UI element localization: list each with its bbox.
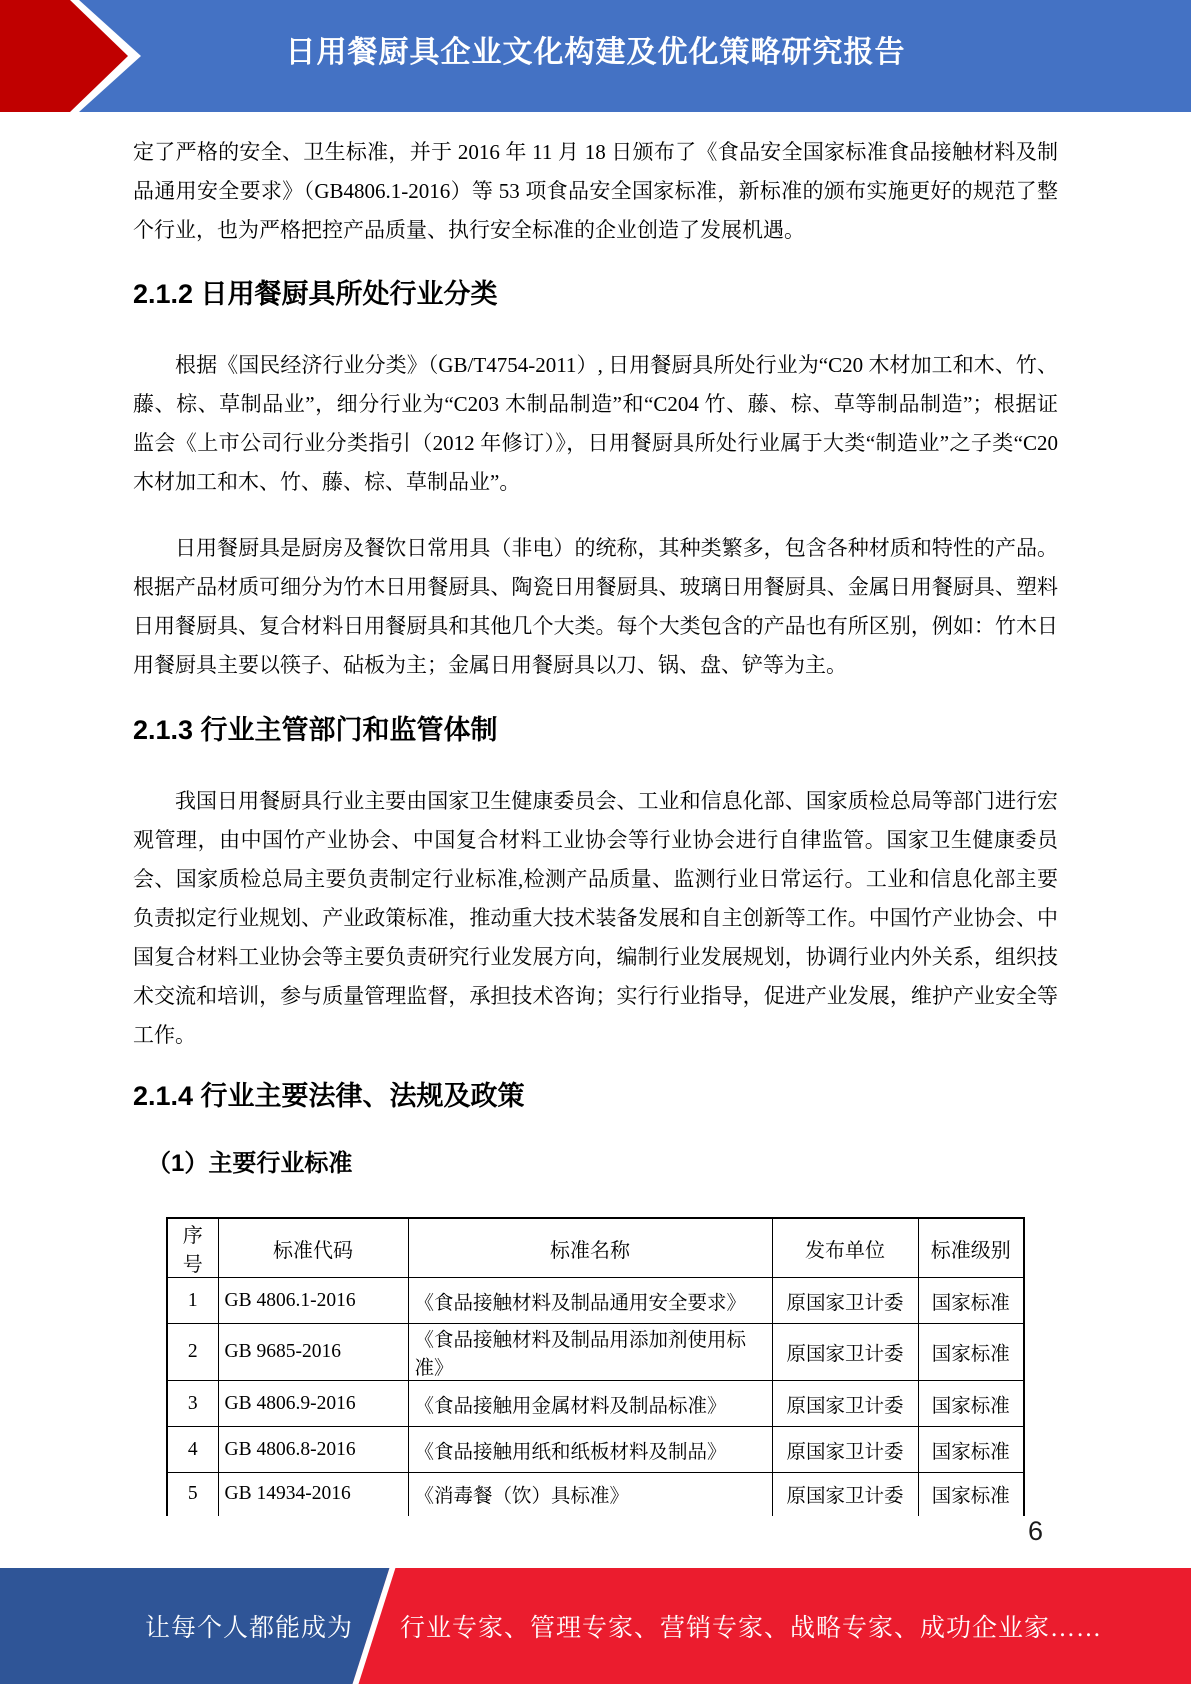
header-banner <box>0 0 1191 112</box>
footer-slogan-right: 行业专家、管理专家、营销专家、战略专家、成功企业家…… <box>400 1615 1103 1642</box>
subheading-industry-standards: （1）主要行业标准 <box>147 1150 353 1177</box>
cell-level: 国家标准 <box>918 1427 1024 1473</box>
cell-name: 《食品接触材料及制品通用安全要求》 <box>408 1278 772 1324</box>
cell-name: 《食品接触用纸和纸板材料及制品》 <box>408 1427 772 1473</box>
cell-issuer: 原国家卫计委 <box>772 1427 918 1473</box>
report-title: 日用餐厨具企业文化构建及优化策略研究报告 <box>285 36 906 69</box>
page-number: 6 <box>1027 1516 1043 1546</box>
cell-level: 国家标准 <box>918 1278 1024 1324</box>
cell-code: GB 4806.9-2016 <box>218 1381 408 1427</box>
document-body <box>0 112 1191 1516</box>
paragraph-intro: 定了严格的安全、卫生标准，并于 2016 年 11 月 18 日颁布了《食品安全国家标准食品接触材料及制品通用安全要求》（GB4806.1-2016）等 53 项食品安全国家标准，新标准的颁布实施更好的规范了整个行业，也为严格把控产品质量、执行安全标准的企业创造了发展机遇。 <box>133 140 1058 242</box>
paragraph-industry-classification: 根据《国民经济行业分类》（GB/T4754-2011）, 日用餐厨具所处行业为“C20 木材加工和木、竹、藤、棕、草制品业”，细分行业为“C203 木制品制造”和“C204 竹、藤、棕、草等制品制造”；根据证监会《上市公司行业分类指引（2012 年修订）》，日用餐厨具所处行业属于大类“制造业”之子类“C20 木材加工和木、竹、藤、棕、草制品业”。 <box>133 353 1058 494</box>
section-heading-2-1-2: 2.1.2 日用餐厨具所处行业分类 <box>133 279 498 309</box>
cell-level: 国家标准 <box>918 1473 1024 1516</box>
column-header-issuer: 发布单位 <box>772 1218 918 1278</box>
cell-code: GB 14934-2016 <box>218 1473 408 1516</box>
table-row <box>167 1324 1024 1381</box>
cell-name: 《食品接触用金属材料及制品标准》 <box>408 1381 772 1427</box>
column-header-level: 标准级别 <box>918 1218 1024 1278</box>
cell-issuer: 原国家卫计委 <box>772 1324 918 1381</box>
table-row <box>167 1381 1024 1427</box>
paragraph-regulators: 我国日用餐厨具行业主要由国家卫生健康委员会、工业和信息化部、国家质检总局等部门进行宏观管理，由中国竹产业协会、中国复合材料工业协会等行业协会进行自律监管。国家卫生健康委员会、国家质检总局主要负责制定行业标准,检测产品质量、监测行业日常运行。工业和信息化部主要负责拟定行业规划、产业政策标准，推动重大技术装备发展和自主创新等工作。中国竹产业协会、中国复合材料工业协会等主要负责研究行业发展方向，编制行业发展规划，协调行业内外关系，组织技术交流和培训，参与质量管理监督，承担技术咨询；实行行业指导，促进产业发展，维护产业安全等工作。 <box>133 789 1058 1047</box>
section-heading-2-1-4: 2.1.4 行业主要法律、法规及政策 <box>133 1081 525 1111</box>
cell-seq: 1 <box>167 1278 218 1324</box>
column-header-seq: 序 号 <box>167 1218 218 1278</box>
paragraph-product-categories: 日用餐厨具是厨房及餐饮日常用具（非电）的统称，其种类繁多，包含各种材质和特性的产品。根据产品材质可细分为竹木日用餐厨具、陶瓷日用餐厨具、玻璃日用餐厨具、金属日用餐厨具、塑料日用餐厨具、复合材料日用餐厨具和其他几个大类。每个大类包含的产品也有所区别，例如：竹木日用餐厨具主要以筷子、砧板为主；金属日用餐厨具以刀、锅、盘、铲等为主。 <box>133 536 1058 677</box>
cell-code: GB 4806.8-2016 <box>218 1427 408 1473</box>
table-row <box>167 1427 1024 1473</box>
cell-code: GB 9685-2016 <box>218 1324 408 1381</box>
cell-issuer: 原国家卫计委 <box>772 1278 918 1324</box>
table-header-row <box>167 1218 1024 1278</box>
cell-seq: 5 <box>167 1473 218 1516</box>
column-header-code: 标准代码 <box>218 1218 408 1278</box>
table-row <box>167 1278 1024 1324</box>
cell-level: 国家标准 <box>918 1324 1024 1381</box>
cell-name: 《食品接触材料及制品用添加剂使用标准》 <box>408 1324 772 1381</box>
footer-slogan-left: 让每个人都能成为 <box>145 1615 354 1642</box>
cell-level: 国家标准 <box>918 1381 1024 1427</box>
cell-name: 《消毒餐（饮）具标准》 <box>408 1473 772 1516</box>
standards-table-wrapper <box>166 1217 1058 1516</box>
cell-code: GB 4806.1-2016 <box>218 1278 408 1324</box>
cell-issuer: 原国家卫计委 <box>772 1381 918 1427</box>
table-row <box>167 1473 1024 1516</box>
column-header-name: 标准名称 <box>408 1218 772 1278</box>
cell-seq: 2 <box>167 1324 218 1381</box>
cell-seq: 4 <box>167 1427 218 1473</box>
cell-seq: 3 <box>167 1381 218 1427</box>
section-heading-2-1-3: 2.1.3 行业主管部门和监管体制 <box>133 715 498 745</box>
footer-banner <box>0 1568 1191 1684</box>
standards-table <box>166 1217 1025 1516</box>
cell-issuer: 原国家卫计委 <box>772 1473 918 1516</box>
